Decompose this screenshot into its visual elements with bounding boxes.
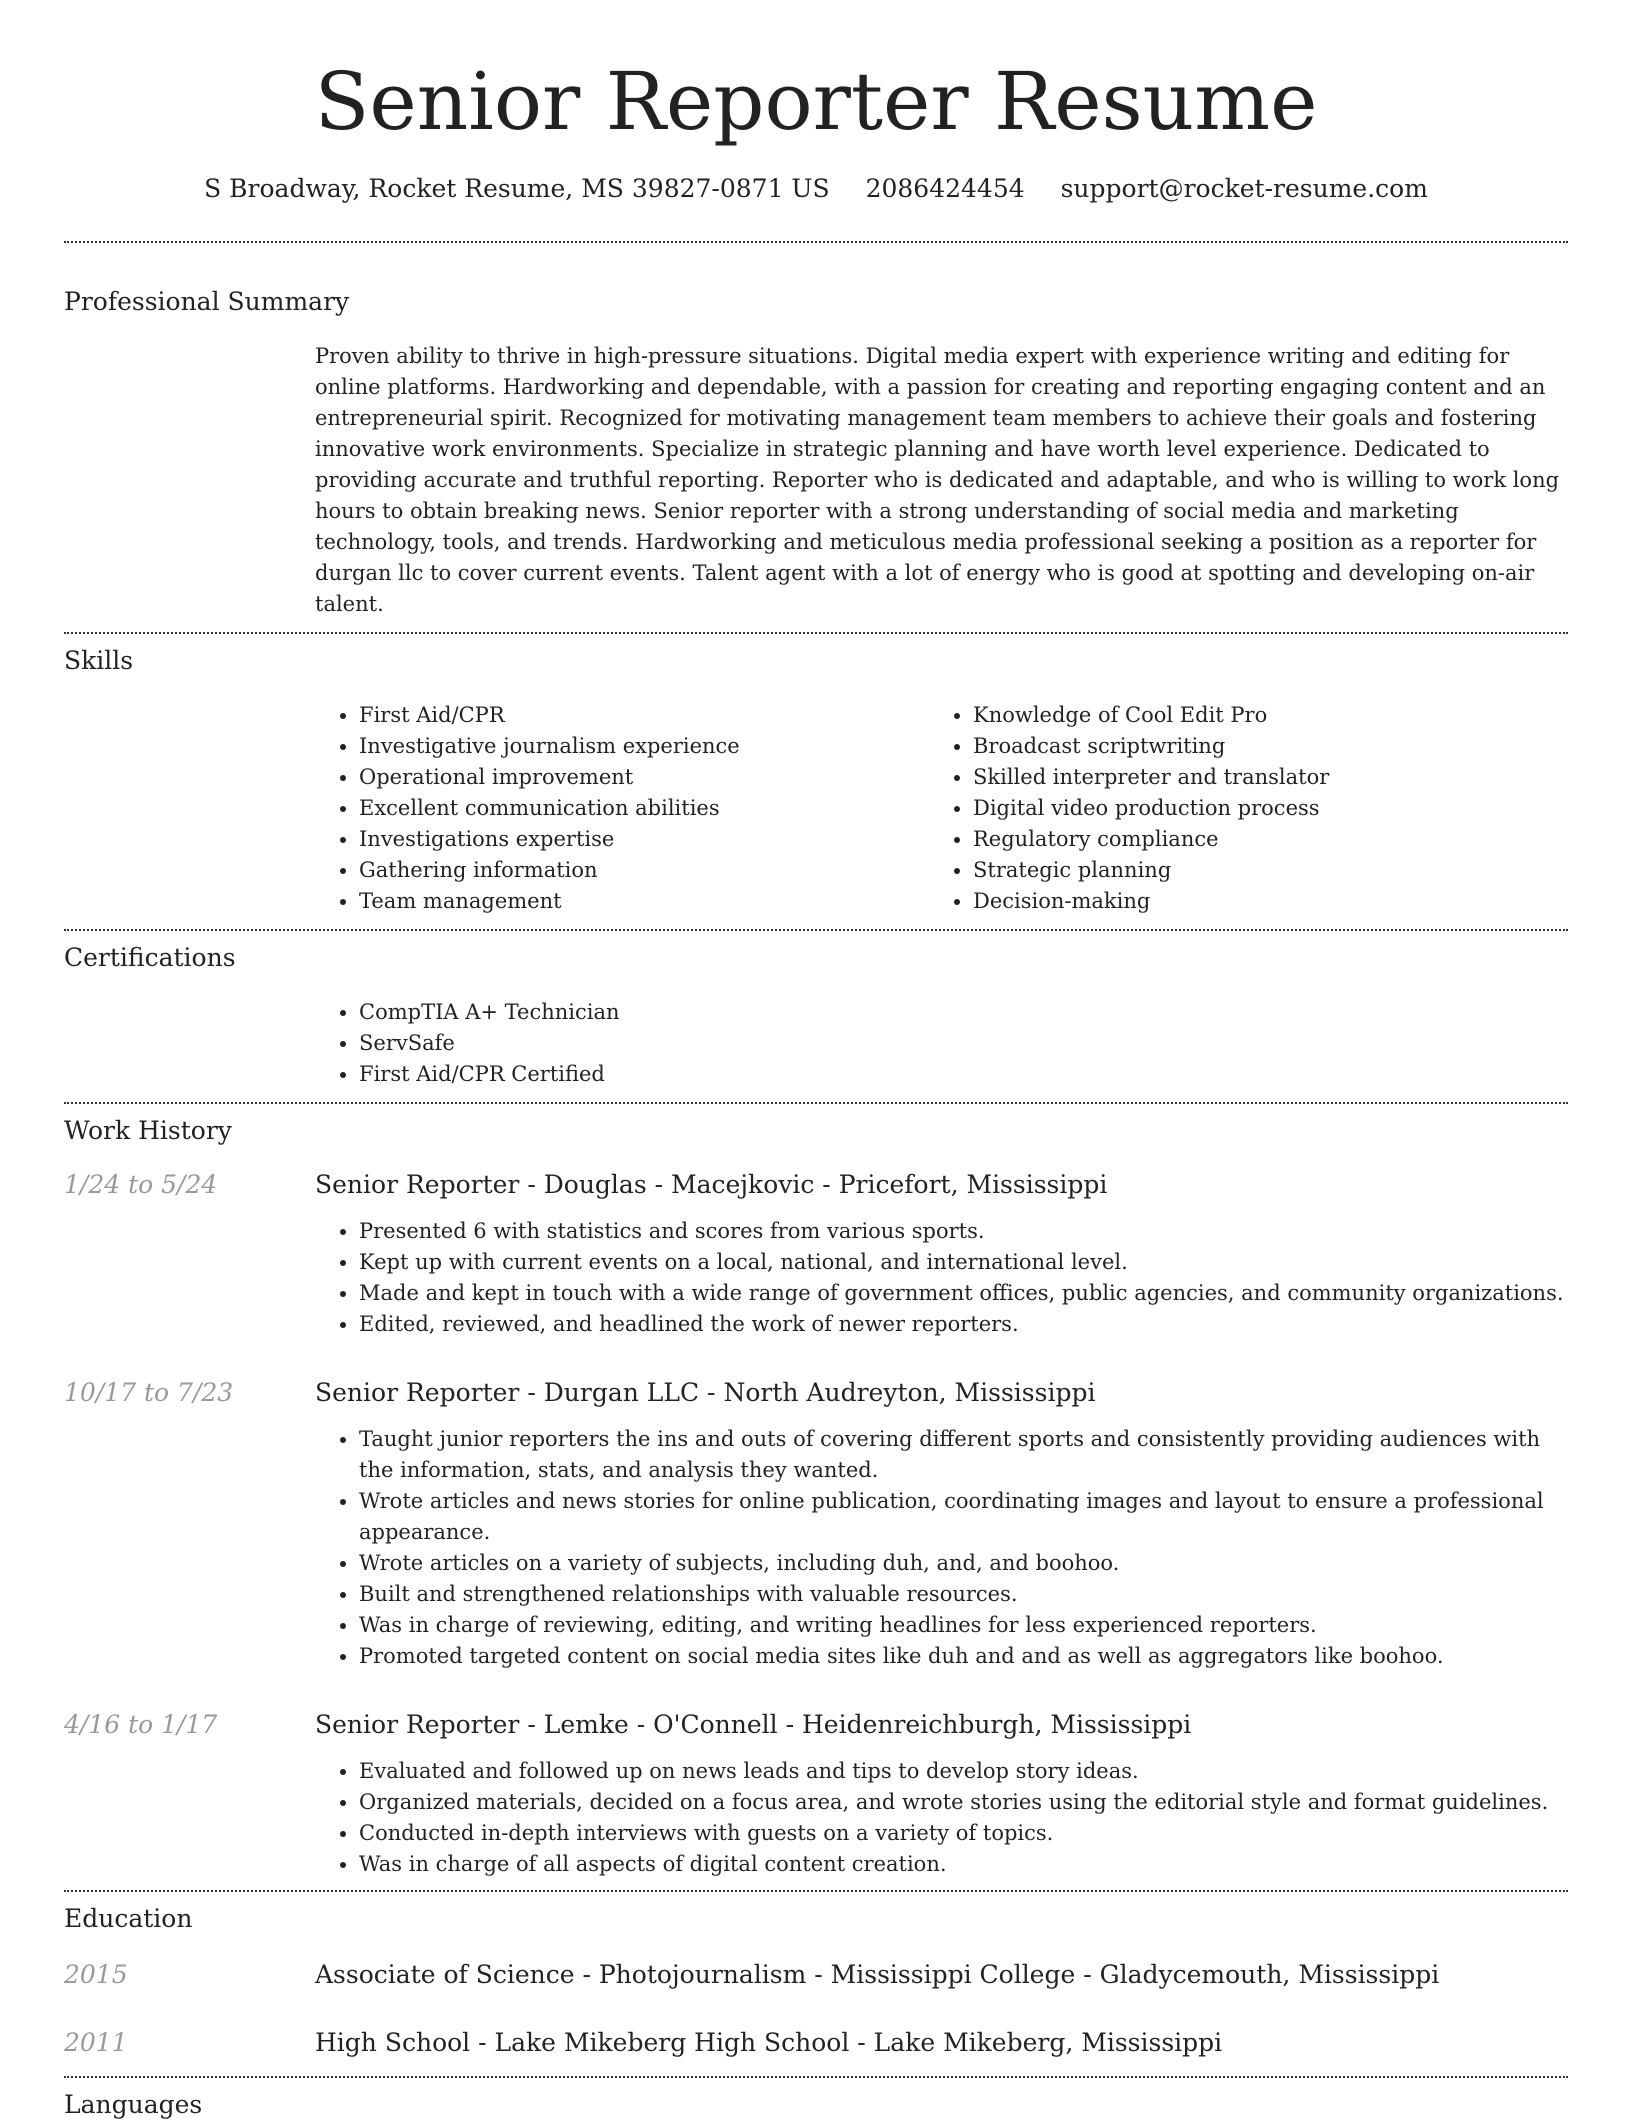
job-bullet: • Promoted targeted content on social media sites like duh and and as well as aggregators like boohoo. xyxy=(359,1641,1568,1672)
skills-list-right xyxy=(929,700,1543,917)
job-bullet: • Made and kept in touch with a wide range of government offices, public agencies, and community organizations. xyxy=(359,1278,1564,1309)
contact-address: S Broadway, Rocket Resume, MS 39827-0871 US xyxy=(204,174,830,203)
education-heading-text: High School - Lake Mikeberg High School - Lake Mikeberg, Mississippi xyxy=(315,2028,1223,2057)
skill-item: • Investigative journalism experience xyxy=(359,731,929,762)
education-date: 2015 xyxy=(64,1960,128,1989)
job-bullet: • Wrote articles on a variety of subjects, including duh, and, and boohoo. xyxy=(359,1548,1568,1579)
certification-item: • ServSafe xyxy=(359,1028,1568,1059)
skills-section xyxy=(64,634,1568,929)
job-entry xyxy=(64,1168,1568,1340)
education-section xyxy=(64,1892,1568,2076)
education-heading-text: Associate of Science - Photojournalism - Mississippi College - Gladycemouth, Mississippi xyxy=(315,1960,1440,1989)
job-bullet: • Wrote articles and news stories for online publication, coordinating images and layout to ensure a professional appearance. xyxy=(359,1486,1568,1548)
skill-item: • First Aid/CPR xyxy=(359,700,929,731)
contact-email: support@rocket-resume.com xyxy=(1060,174,1428,203)
education-heading: Education xyxy=(64,1904,193,1933)
skill-item: • Skilled interpreter and translator xyxy=(973,762,1543,793)
certifications-heading: Certifications xyxy=(64,943,236,972)
skills-heading: Skills xyxy=(64,646,134,675)
skill-item: • Regulatory compliance xyxy=(973,824,1543,855)
education-entry xyxy=(64,2026,1568,2060)
job-bullet: • Kept up with current events on a local, national, and international level. xyxy=(359,1247,1564,1278)
skill-item: • Broadcast scriptwriting xyxy=(973,731,1543,762)
job-bullet: • Was in charge of reviewing, editing, and writing headlines for less experienced reporters. xyxy=(359,1610,1568,1641)
job-bullet: • Built and strengthened relationships with valuable resources. xyxy=(359,1579,1568,1610)
job-entry xyxy=(64,1708,1568,1880)
resume-title: Senior Reporter Resume xyxy=(314,55,1318,148)
skill-item: • Strategic planning xyxy=(973,855,1543,886)
job-bullets xyxy=(315,1216,1564,1340)
summary-text: Proven ability to thrive in high-pressure situations. Digital media expert with experience writing and editing for online platforms. Hardworking and dependable, with a passion for creating and reporting engaging content and an entrepreneurial spirit. Recognized for motivating management team members to achieve their goals and fostering innovative work environments. Specialize in strategic planning and have worth level experience. Dedicated to providing accurate and truthful reporting. Reporter who is dedicated and adaptable, and who is willing to work long hours to obtain breaking news. Senior reporter with a strong understanding of social media and marketing technology, tools, and trends. Hardworking and meticulous media professional seeking a position as a reporter for durgan llc to cover current events. Talent agent with a lot of energy who is good at spotting and developing on-air talent. xyxy=(315,344,1560,616)
summary-section xyxy=(64,243,1568,632)
languages-heading: Languages xyxy=(64,2090,203,2119)
job-bullet: • Evaluated and followed up on news leads and tips to develop story ideas. xyxy=(359,1756,1548,1787)
skill-item: • Operational improvement xyxy=(359,762,929,793)
job-bullets xyxy=(315,1424,1568,1672)
job-bullet: • Edited, reviewed, and headlined the work of newer reporters. xyxy=(359,1309,1564,1340)
skill-item: • Gathering information xyxy=(359,855,929,886)
languages-section xyxy=(64,2078,1568,2122)
job-heading: Senior Reporter - Durgan LLC - North Audreyton, Mississippi xyxy=(315,1378,1096,1407)
job-bullet: • Taught junior reporters the ins and outs of covering different sports and consistently providing audiences with the information, stats, and analysis they wanted. xyxy=(359,1424,1568,1486)
job-date: 4/16 to 1/17 xyxy=(64,1710,218,1739)
skill-item: • Digital video production process xyxy=(973,793,1543,824)
education-entry xyxy=(64,1958,1568,1992)
skills-list-left xyxy=(315,700,929,917)
job-bullet: • Organized materials, decided on a focus area, and wrote stories using the editorial style and format guidelines. xyxy=(359,1787,1548,1818)
job-bullets xyxy=(315,1756,1548,1880)
job-heading: Senior Reporter - Lemke - O'Connell - Heidenreichburgh, Mississippi xyxy=(315,1710,1192,1739)
job-date: 1/24 to 5/24 xyxy=(64,1170,218,1199)
contact-phone: 2086424454 xyxy=(865,174,1025,203)
certifications-list xyxy=(315,997,1568,1090)
skill-item: • Excellent communication abilities xyxy=(359,793,929,824)
contact-line xyxy=(64,172,1568,206)
job-bullet: • Presented 6 with statistics and scores from various sports. xyxy=(359,1216,1564,1247)
certifications-section xyxy=(64,931,1568,1102)
skill-item: • Decision-making xyxy=(973,886,1543,917)
job-bullet: • Conducted in-depth interviews with guests on a variety of topics. xyxy=(359,1818,1548,1849)
skill-item: • Team management xyxy=(359,886,929,917)
job-bullet: • Was in charge of all aspects of digital content creation. xyxy=(359,1849,1548,1880)
skill-item: • Knowledge of Cool Edit Pro xyxy=(973,700,1543,731)
job-date: 10/17 to 7/23 xyxy=(64,1378,234,1407)
skill-item: • Investigations expertise xyxy=(359,824,929,855)
certification-item: • CompTIA A+ Technician xyxy=(359,997,1568,1028)
job-entry xyxy=(64,1376,1568,1672)
job-heading: Senior Reporter - Douglas - Macejkovic - Pricefort, Mississippi xyxy=(315,1170,1108,1199)
work-history-section xyxy=(64,1104,1568,1890)
education-date: 2011 xyxy=(64,2028,128,2057)
work-history-heading: Work History xyxy=(64,1116,232,1145)
certification-item: • First Aid/CPR Certified xyxy=(359,1059,1568,1090)
summary-heading: Professional Summary xyxy=(64,287,350,316)
